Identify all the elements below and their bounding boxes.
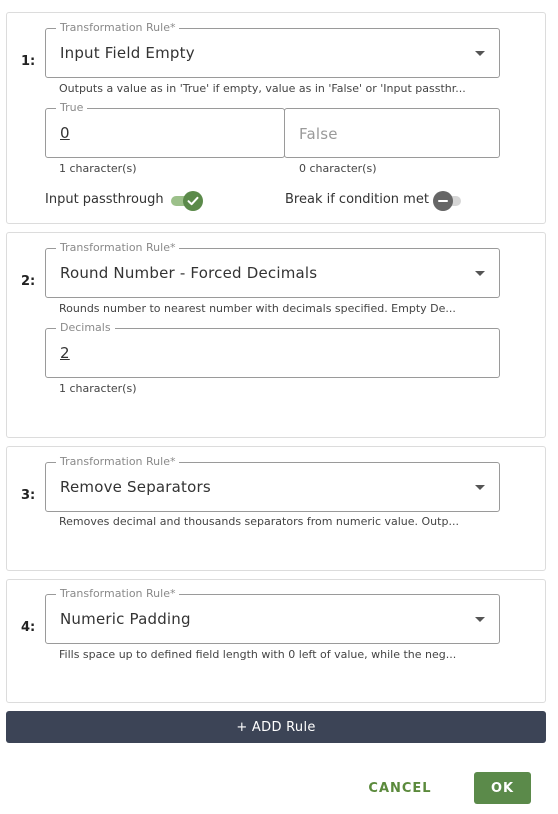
rule-description: Fills space up to defined field length with 0 left of value, while the neg... (59, 648, 457, 661)
add-rule-button[interactable]: + ADD Rule (6, 711, 546, 743)
character-count: 1 character(s) (59, 382, 137, 395)
rule-description: Removes decimal and thousands separators from numeric value. Outp... (59, 515, 459, 528)
rule-number: 1: (21, 54, 36, 69)
transformation-rule-select[interactable] (45, 587, 500, 644)
ok-button[interactable]: OK (474, 772, 531, 804)
select-value: Remove Separators (60, 478, 211, 496)
true-value-input[interactable] (45, 101, 285, 158)
break-condition-toggle[interactable] (433, 191, 461, 211)
rule-card-4 (6, 579, 546, 703)
field-label: Transformation Rule* (56, 241, 179, 255)
chevron-down-icon[interactable] (475, 485, 485, 490)
break-condition-label: Break if condition met (285, 192, 429, 207)
input-value: 2 (60, 344, 70, 362)
transformation-rule-select[interactable] (45, 21, 500, 78)
transformation-rule-select[interactable] (45, 241, 500, 298)
rule-number: 3: (21, 488, 36, 503)
rule-card-2 (6, 232, 546, 438)
input-placeholder: False (299, 125, 338, 143)
field-label: True (56, 101, 87, 115)
rule-description: Outputs a value as in 'True' if empty, value as in 'False' or 'Input passthr... (59, 82, 466, 95)
select-value: Input Field Empty (60, 44, 195, 62)
field-label: Decimals (56, 321, 115, 335)
select-value: Round Number - Forced Decimals (60, 264, 318, 282)
false-value-input[interactable] (284, 108, 500, 158)
select-value: Numeric Padding (60, 610, 191, 628)
character-count: 1 character(s) (59, 162, 137, 175)
chevron-down-icon[interactable] (475, 617, 485, 622)
field-label: Transformation Rule* (56, 21, 179, 35)
character-count: 0 character(s) (299, 162, 377, 175)
chevron-down-icon[interactable] (475, 271, 485, 276)
transformation-rule-select[interactable] (45, 455, 500, 512)
rule-number: 2: (21, 274, 36, 289)
check-icon (183, 191, 203, 211)
cancel-button[interactable]: CANCEL (368, 780, 432, 796)
input-passthrough-toggle[interactable] (171, 191, 199, 211)
decimals-input[interactable] (45, 321, 500, 378)
chevron-down-icon[interactable] (475, 51, 485, 56)
field-label: Transformation Rule* (56, 587, 179, 601)
rule-description: Rounds number to nearest number with decimals specified. Empty De... (59, 302, 456, 315)
rule-card-1 (6, 12, 546, 224)
rule-number: 4: (21, 620, 36, 635)
rule-card-3 (6, 446, 546, 571)
minus-icon (433, 191, 453, 211)
field-label: Transformation Rule* (56, 455, 179, 469)
input-value: 0 (60, 124, 70, 142)
input-passthrough-label: Input passthrough (45, 192, 164, 207)
